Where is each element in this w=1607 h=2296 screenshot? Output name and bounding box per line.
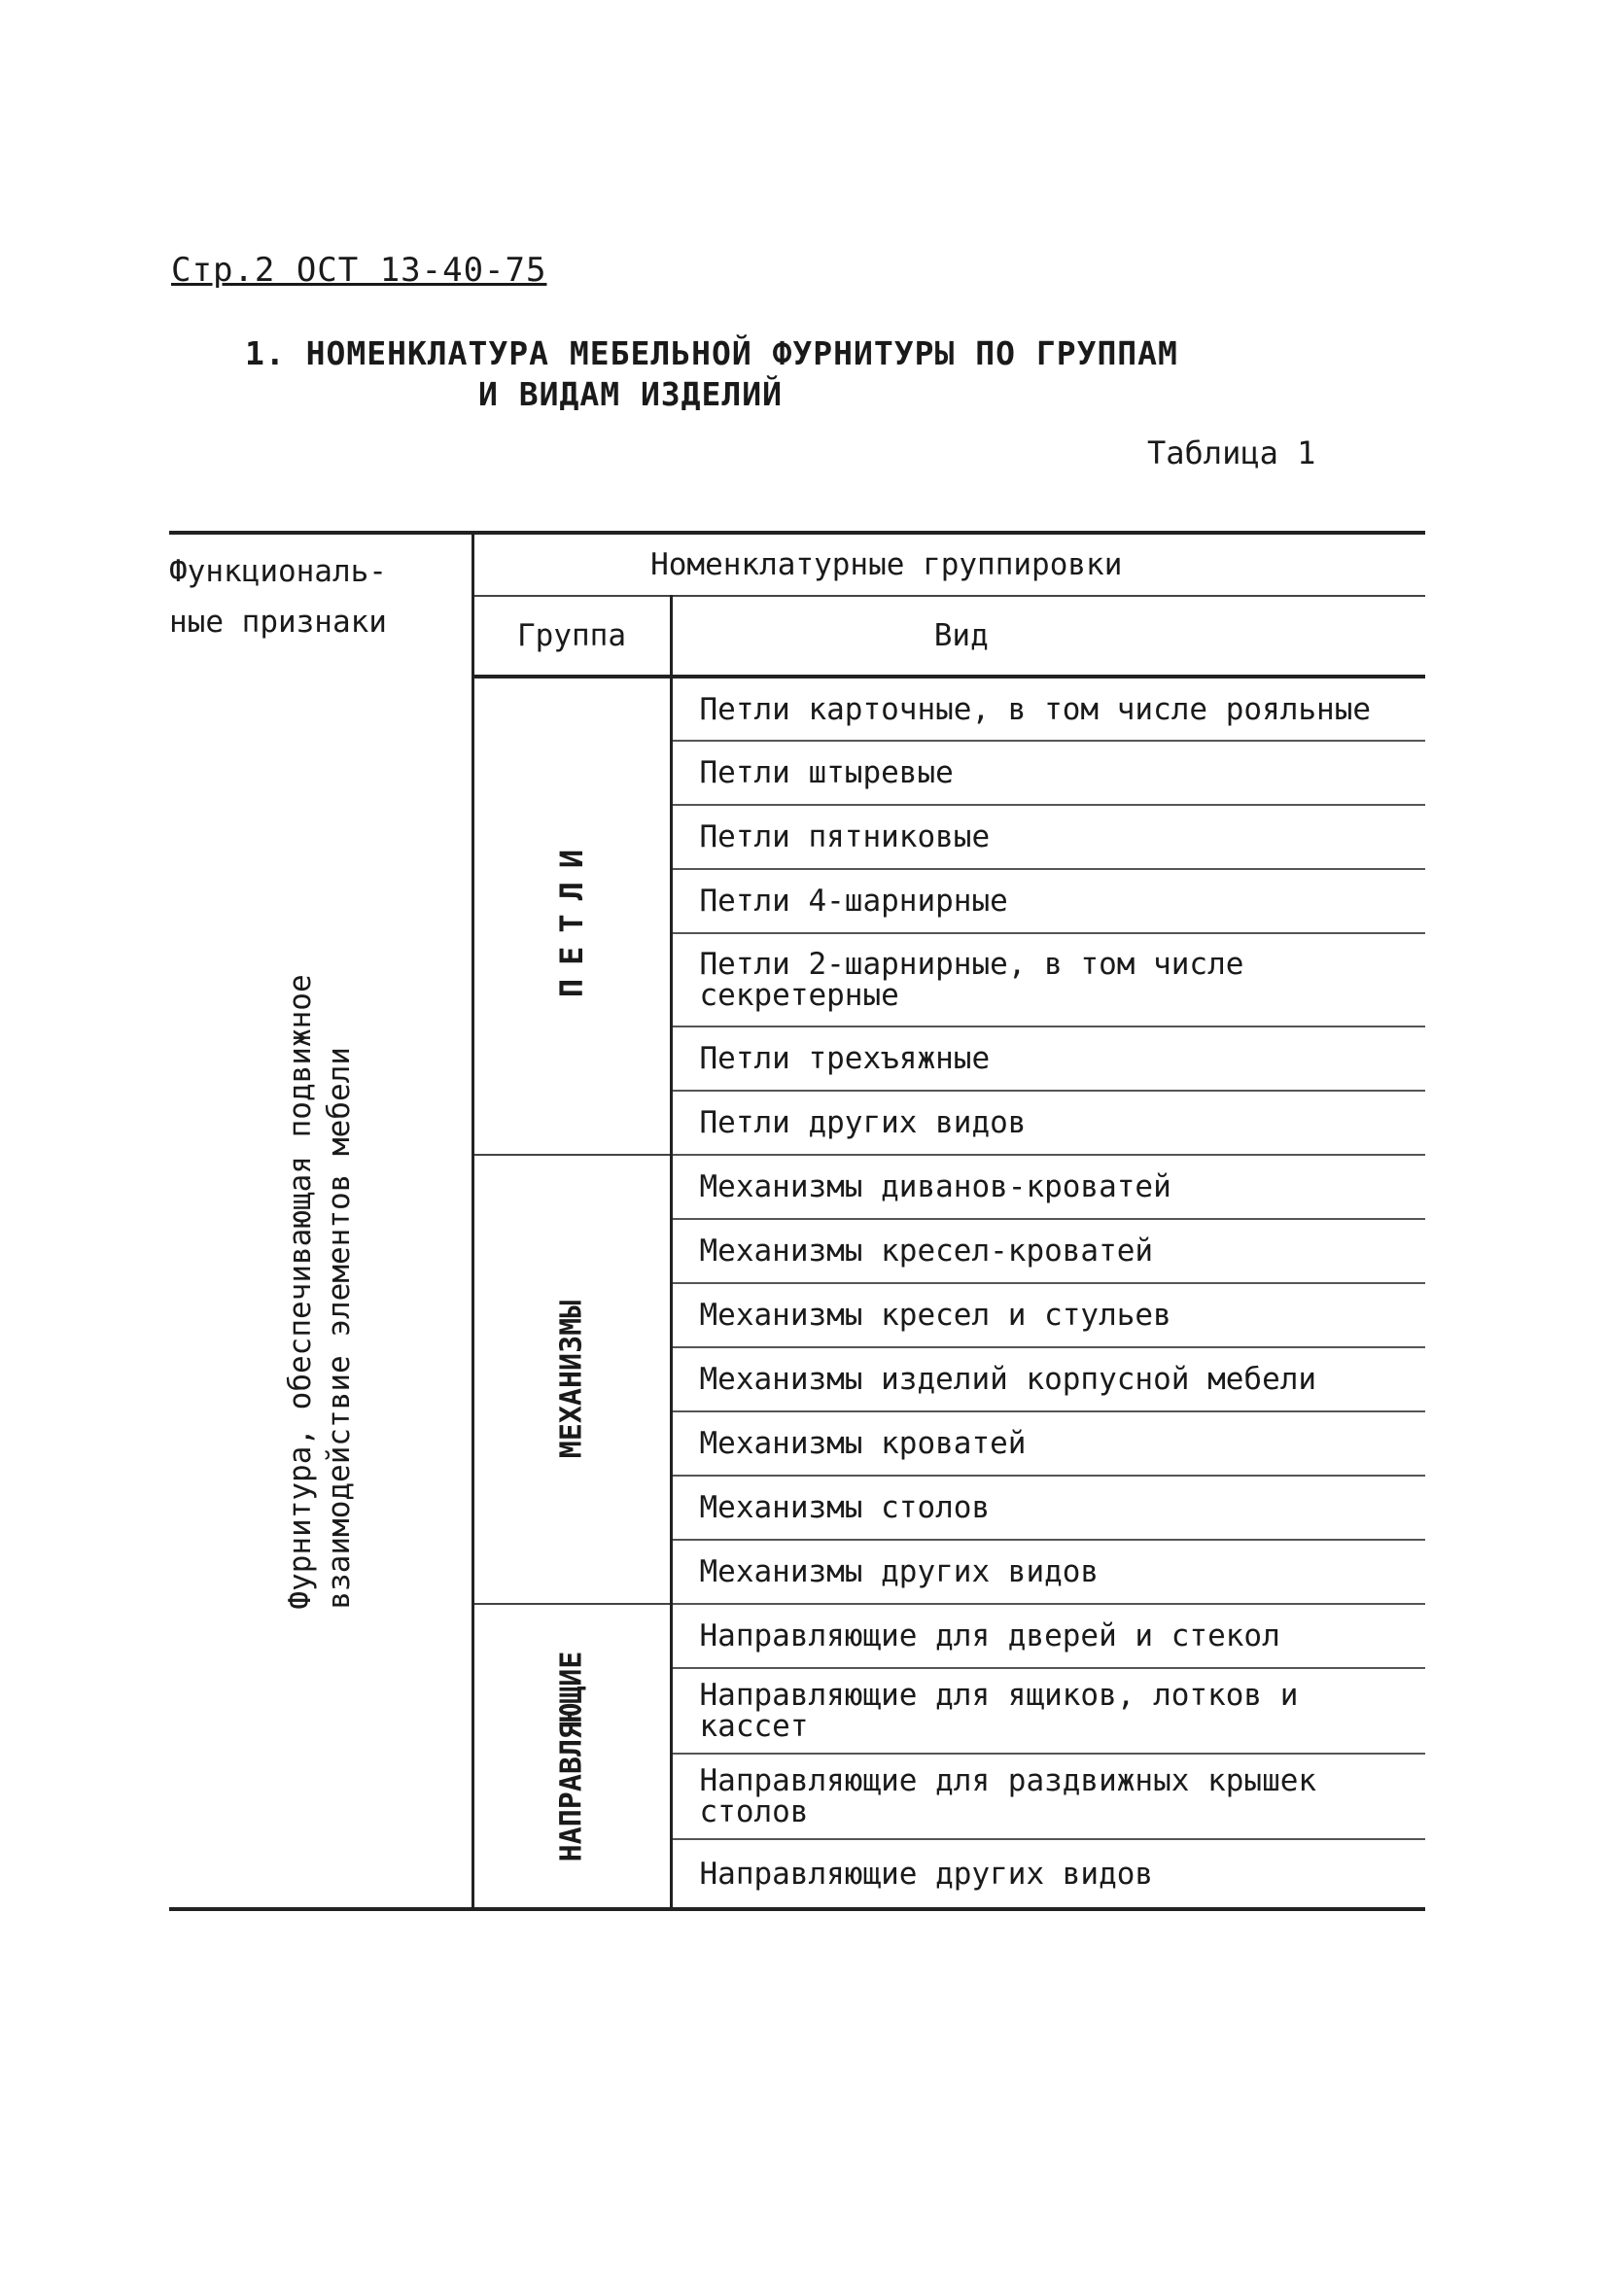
kind-cell: Петли карточные, в том числе рояльные [671,677,1425,741]
kind-cell: Механизмы кресел-кроватей [671,1219,1425,1283]
group-cell-guides [472,1604,671,1909]
nomenclature-table-wrapper [169,531,1425,1911]
section-title-line1: 1. НОМЕНКЛАТУРА МЕБЕЛЬНОЙ ФУРНИТУРЫ ПО ГРУППАМ [245,334,1178,372]
header-nomenclature: Номенклатурные группировки [472,533,1425,596]
table-caption: Таблица 1 [1147,435,1316,471]
functional-feature-line2: взаимодействие элементов мебели [322,1047,358,1610]
kind-cell: Петли 4-шарнирные [671,869,1425,933]
header-functional: Функциональ- ные признаки [169,533,472,677]
functional-feature-cell [169,677,472,1909]
kind-cell: Механизмы других видов [671,1540,1425,1604]
header-kind: Вид [671,596,1425,677]
header-row-top [169,533,1425,596]
section-title-line2: И ВИДАМ ИЗДЕЛИЙ [478,375,784,413]
kind-cell: Петли пятниковые [671,805,1425,869]
kind-cell: Механизмы кресел и стульев [671,1283,1425,1347]
group-label-petli: ПЕТЛИ [553,835,590,997]
kind-cell: Механизмы диванов-кроватей [671,1155,1425,1219]
group-label-guides: НАПРАВЛЯЮЩИЕ [554,1651,589,1861]
kind-cell: Направляющие для раздвижных крышек столов [671,1754,1425,1839]
group-label-mechanisms: МЕХАНИЗМЫ [554,1300,589,1459]
kind-cell: Механизмы кроватей [671,1411,1425,1476]
kind-cell: Петли 2-шарнирные, в том числе секретерные [671,933,1425,1026]
kind-cell: Направляющие для дверей и стекол [671,1604,1425,1668]
group-cell-petli [472,677,671,1155]
functional-feature-line1: Фурнитура, обеспечивающая подвижное [283,974,319,1610]
kind-cell: Направляющие других видов [671,1839,1425,1909]
kind-cell: Механизмы изделий корпусной мебели [671,1347,1425,1411]
nomenclature-table [169,531,1425,1911]
page-reference: Стр.2 ОСТ 13-40-75 [171,251,547,290]
kind-cell: Петли других видов [671,1091,1425,1155]
kind-cell: Петли штыревые [671,741,1425,805]
group-cell-mechanisms [472,1155,671,1604]
section-title [245,333,1217,415]
kind-cell: Направляющие для ящиков, лотков и кассет [671,1668,1425,1754]
table-row [169,677,1425,741]
functional-feature-text [281,974,359,1609]
table-body [169,677,1425,1909]
kind-cell: Механизмы столов [671,1476,1425,1540]
header-group: Группа [472,596,671,677]
kind-cell: Петли трехъяжные [671,1026,1425,1091]
